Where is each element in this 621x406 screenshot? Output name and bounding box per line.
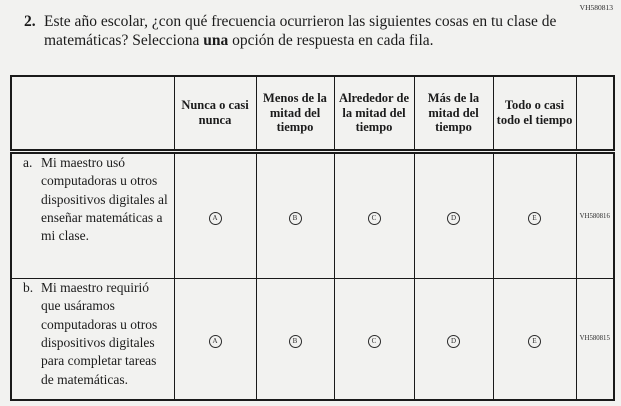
answer-bubble-c[interactable]: C bbox=[368, 335, 381, 348]
page-code: VH580813 bbox=[579, 3, 613, 12]
row-a-option-cell-d bbox=[414, 152, 493, 279]
row-b-letter: b. bbox=[23, 280, 34, 295]
answer-bubble-e[interactable]: E bbox=[528, 212, 541, 225]
table-row-a bbox=[11, 152, 614, 279]
frequency-response-table bbox=[10, 75, 615, 401]
answer-bubble-b[interactable]: B bbox=[289, 335, 302, 348]
answer-bubble-b[interactable]: B bbox=[289, 212, 302, 225]
question-number: 2. bbox=[24, 13, 36, 30]
header-empty-corner bbox=[11, 76, 174, 152]
row-b-option-cell-d bbox=[414, 279, 493, 400]
question-text-before: Este año escolar, ¿con qué frecuencia ocurrieron las siguientes cosas en tu clase de matemáticas? Selecciona bbox=[44, 13, 557, 49]
row-a-option-cell-c bbox=[334, 152, 414, 279]
answer-bubble-c[interactable]: C bbox=[368, 212, 381, 225]
header-row bbox=[11, 76, 614, 152]
row-a-statement: Mi maestro usó computadoras u otros dispositivos digitales al enseñar matemáticas a mi clase. bbox=[41, 155, 168, 244]
column-header-nunca: Nunca o casi nunca bbox=[174, 76, 256, 152]
answer-bubble-a[interactable]: A bbox=[209, 335, 222, 348]
row-b-option-cell-e bbox=[493, 279, 576, 400]
row-b-option-cell-a bbox=[174, 279, 256, 400]
row-a-option-cell-b bbox=[256, 152, 334, 279]
row-a-label-cell bbox=[11, 152, 174, 279]
header-empty-code-col bbox=[576, 76, 614, 152]
question-block bbox=[24, 13, 569, 50]
row-a-letter: a. bbox=[23, 155, 33, 170]
row-a-option-cell-e bbox=[493, 152, 576, 279]
answer-bubble-d[interactable]: D bbox=[447, 335, 460, 348]
question-text-bold: una bbox=[203, 31, 229, 49]
row-b-option-cell-b bbox=[256, 279, 334, 400]
row-a-item-code: VH580816 bbox=[576, 152, 614, 279]
column-header-todo: Todo o casi todo el tiempo bbox=[493, 76, 576, 152]
answer-bubble-d[interactable]: D bbox=[447, 212, 460, 225]
row-b-label-cell bbox=[11, 279, 174, 400]
question-text-after: opción de respuesta en cada fila. bbox=[228, 31, 434, 49]
column-header-mas: Más de la mitad del tiempo bbox=[414, 76, 493, 152]
column-header-alrededor: Alrededor de la mitad del tiempo bbox=[334, 76, 414, 152]
answer-bubble-e[interactable]: E bbox=[528, 335, 541, 348]
table-row-b bbox=[11, 279, 614, 400]
column-header-menos: Menos de la mitad del tiempo bbox=[256, 76, 334, 152]
question-text bbox=[44, 13, 569, 50]
row-a-option-cell-a bbox=[174, 152, 256, 279]
row-b-statement: Mi maestro requirió que usáramos computadoras u otros dispositivos digitales para completar tareas de matemáticas. bbox=[41, 280, 158, 387]
answer-bubble-a[interactable]: A bbox=[209, 212, 222, 225]
row-b-item-code: VH580815 bbox=[576, 279, 614, 400]
row-b-option-cell-c bbox=[334, 279, 414, 400]
